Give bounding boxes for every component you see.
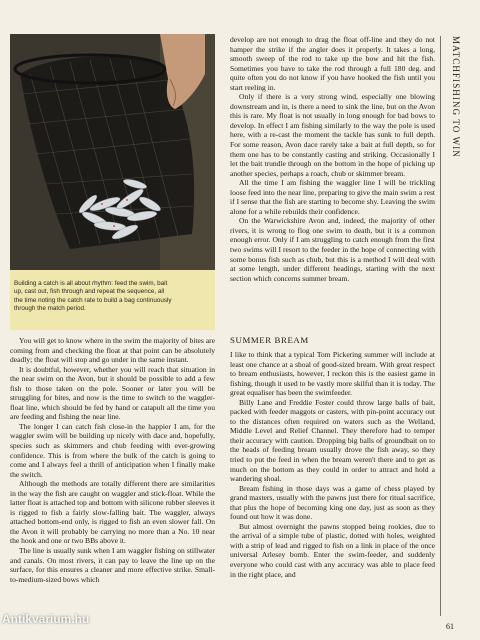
paragraph: The longer I can catch fish close-in the happier I am, for the waggler swim will be building up nicely with dace and, hopefully, species such as skimmers and chub feeding with ever-growing confidence. This is from where the bulk of the catch is going to come and I always feel a thrill of anticipation when I finally make the switch. <box>10 421 215 479</box>
running-head: MATCHFISHING TO WIN <box>451 36 461 158</box>
keepnet-photo-illustration <box>10 34 215 270</box>
page-number: 61 <box>446 622 454 631</box>
paragraph: Billy Lane and Freddie Foster could throw large balls of bait, packed with feeder maggots or casters, with pin-point accuracy out to the distances often required on waters such as the Welland, Middle Level and Relief Channel. They therefore had to temper their accuracy with caution. Dropping big balls of groundbait on to the heads of feeding bream usually drove the fish away, so they tried to put the feed in when the bream weren't there and to get as much on the bottom as they could in order to attract and hold a wandering shoal. <box>230 397 435 484</box>
section-heading: SUMMER BREAM <box>230 335 309 345</box>
paragraph: Bream fishing in those days was a game of chess played by grand masters, usually with the pawns just there for ritual sacrifice, that plus the hope of becoming king one day, just as soon as they found out how it was done. <box>230 483 435 522</box>
paragraph: I like to think that a typical Tom Pickering summer will include at least one chance at a shoal of good-sized bream. With great respect to bream enthusiasts, however, I reckon this is the easiest game in fishing, though it used to be vastly more skilful than it is today. The great equaliser has been the swimfeeder. <box>230 350 435 398</box>
paragraph: Although the methods are totally different there are similarities in the way the fish are caught on waggler and stick-float. While the latter float is attached top and bottom with silicone rubber sleeves it is rigged to fish a fairly slow-falling bait. The waggler, always attached bottom-end only, is rigged to fish an even slower fall. On the Avon it will probably be carrying no more than a No. 10 near the hook and one or two BBs above it. <box>10 479 215 546</box>
right-column-top <box>230 35 435 283</box>
paragraph: All the time I am fishing the waggler line I will be trickling loose feed into the near line, preparing to give the main swim a rest if I sense that the fish are starting to become shy. Leaving the swim alone for a while rebuilds their confidence. <box>230 178 435 216</box>
paragraph: The line is usually sunk when I am waggler fishing on stillwater and canals. On most rivers, it can pay to leave the line up on the surface, for this ensures a cleaner and more effective strike. Small-to-medium-sized bows which <box>10 546 215 584</box>
paragraph: develop are not enough to drag the float off-line and they do not hamper the strike if the angler does it properly. It takes a long, smooth sweep of the rod to take up the bow and hit the fish. Sometimes you have to take the rod through a full 180 deg. and quite often you do not know if you have hooked the fish until you start reeling in. <box>230 35 435 92</box>
margin-rule <box>440 36 441 616</box>
paragraph: But almost overnight the pawns stopped being rookies, due to the arrival of a simple tube of plastic, dotted with holes, weighted with a strip of lead and rigged to fish on a link in place of the once universal Arlesey bomb. Enter the swim-feeder, and suddenly everyone who could cast with any accuracy was able to place feed in the right place, and <box>230 521 435 579</box>
watermark: Antikvarium.hu <box>2 612 90 626</box>
keepnet-photo <box>10 34 215 270</box>
photo-caption: Building a catch is all about rhythm: feed the swim, bait up, cast out, fish through and repeat the sequence, all the time noting the catch rate to build a bag continuously through the match period. <box>14 280 172 312</box>
left-column <box>10 336 215 584</box>
paragraph: You will get to know where in the swim the majority of bites are coming from and checking the float at that point can be absolutely deadly; the float will stop and go under in the same instant. <box>10 336 215 365</box>
right-column-bottom <box>230 350 435 579</box>
paragraph: Only if there is a very strong wind, especially one blowing downstream and in, is there a need to sink the line, but on the Avon this is rare. My float is not usually in long enough for bad bows to develop. In effect I am fishing similarly to the way the pole is used here, with a re-cast the moment the tackle has sunk to full depth. For some reason, Avon dace rarely take a bait at full depth, so for them one has to be constantly casting and striking. Occasionally I let the bait trundle through on the bottom in the hope of picking up another species, perhaps a roach, chub or skimmer bream. <box>230 92 435 178</box>
paragraph: On the Warwickshire Avon and, indeed, the majority of other rivers, it is wrong to flog one swim to death, but it is a common enough error. Only if I am struggling to catch enough from the first two swims will I resort to the feeder in the hope of connecting with some bonus fish such as chub, but this is a method I will deal with at some length, under different headings, starting with the next section which concerns summer bream. <box>230 216 435 283</box>
paragraph: It is doubtful, however, whether you will reach that situation in the near swim on the Avon, but it should be possible to add a few fish to those taken on the pole. Sooner or later you will be struggling for bites, and now is the time to switch to the waggler-float line, which should be fed by hand or catapult all the time you are feeding and fishing the near line. <box>10 364 215 422</box>
